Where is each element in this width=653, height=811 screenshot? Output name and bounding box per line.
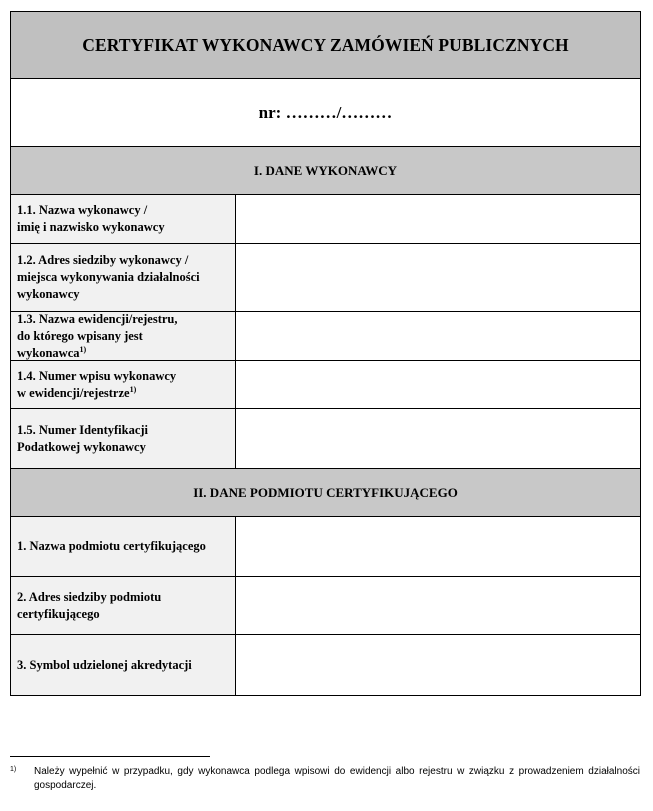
registry-number-field[interactable] [236,361,640,408]
contractor-name-field[interactable] [236,195,640,243]
form-title-row [11,12,640,79]
footnote-ref: 1) [79,344,87,354]
row-registry-number [11,361,640,409]
row-accreditation-symbol [11,635,640,695]
certifier-address-label: 2. Adres siedziby podmiotu certyfikującego [11,577,236,634]
registry-name-field[interactable] [236,312,640,360]
footnote-text: Należy wypełnić w przypadku, gdy wykonawca podlega wpisowi do ewidencji albo rejestru w związku z prowadzeniem działalności gospodarczej. [34,766,640,791]
contractor-address-label: 1.2. Adres siedziby wykonawcy / miejsca wykonywania działalności wykonawcy [11,244,236,311]
row-certifier-address [11,577,640,635]
section-1-heading-row [11,147,640,195]
contractor-address-field[interactable] [236,244,640,311]
registry-name-label: 1.3. Nazwa ewidencji/rejestru, do którego wpisany jest wykonawca$^{1)}$ [11,312,236,360]
section-2-heading-row [11,469,640,517]
footnote-ref: 1) [129,384,137,394]
accreditation-symbol-field[interactable] [236,635,640,695]
row-contractor-name [11,195,640,244]
section-2-heading: II. DANE PODMIOTU CERTYFIKUJĄCEGO [193,484,458,500]
row-registry-name [11,312,640,361]
row-certifier-name [11,517,640,577]
certifier-address-field[interactable] [236,577,640,634]
tax-id-label: 1.5. Numer Identyfikacji Podatkowej wykonawcy [11,409,236,468]
footnote-mark: 1) [10,766,17,773]
row-contractor-address [11,244,640,312]
form-title: CERTYFIKAT WYKONAWCY ZAMÓWIEŃ PUBLICZNYCH [82,34,569,55]
certificate-form [10,11,641,696]
certifier-name-field[interactable] [236,517,640,576]
footnote [10,765,640,793]
section-1-heading: I. DANE WYKONAWCY [253,162,398,178]
certifier-name-label: 1. Nazwa podmiotu certyfikującego [11,517,236,576]
certificate-number-row [11,79,640,147]
certificate-number: nr: ………/……… [258,102,393,122]
row-tax-id [11,409,640,469]
contractor-name-label: 1.1. Nazwa wykonawcy / imię i nazwisko wykonawcy [11,195,236,243]
footnote-divider [10,756,210,757]
registry-number-label: 1.4. Numer wpisu wykonawcy w ewidencji/rejestrze$^{1)}$ [11,361,236,408]
accreditation-symbol-label: 3. Symbol udzielonej akredytacji [11,635,236,695]
tax-id-field[interactable] [236,409,640,468]
